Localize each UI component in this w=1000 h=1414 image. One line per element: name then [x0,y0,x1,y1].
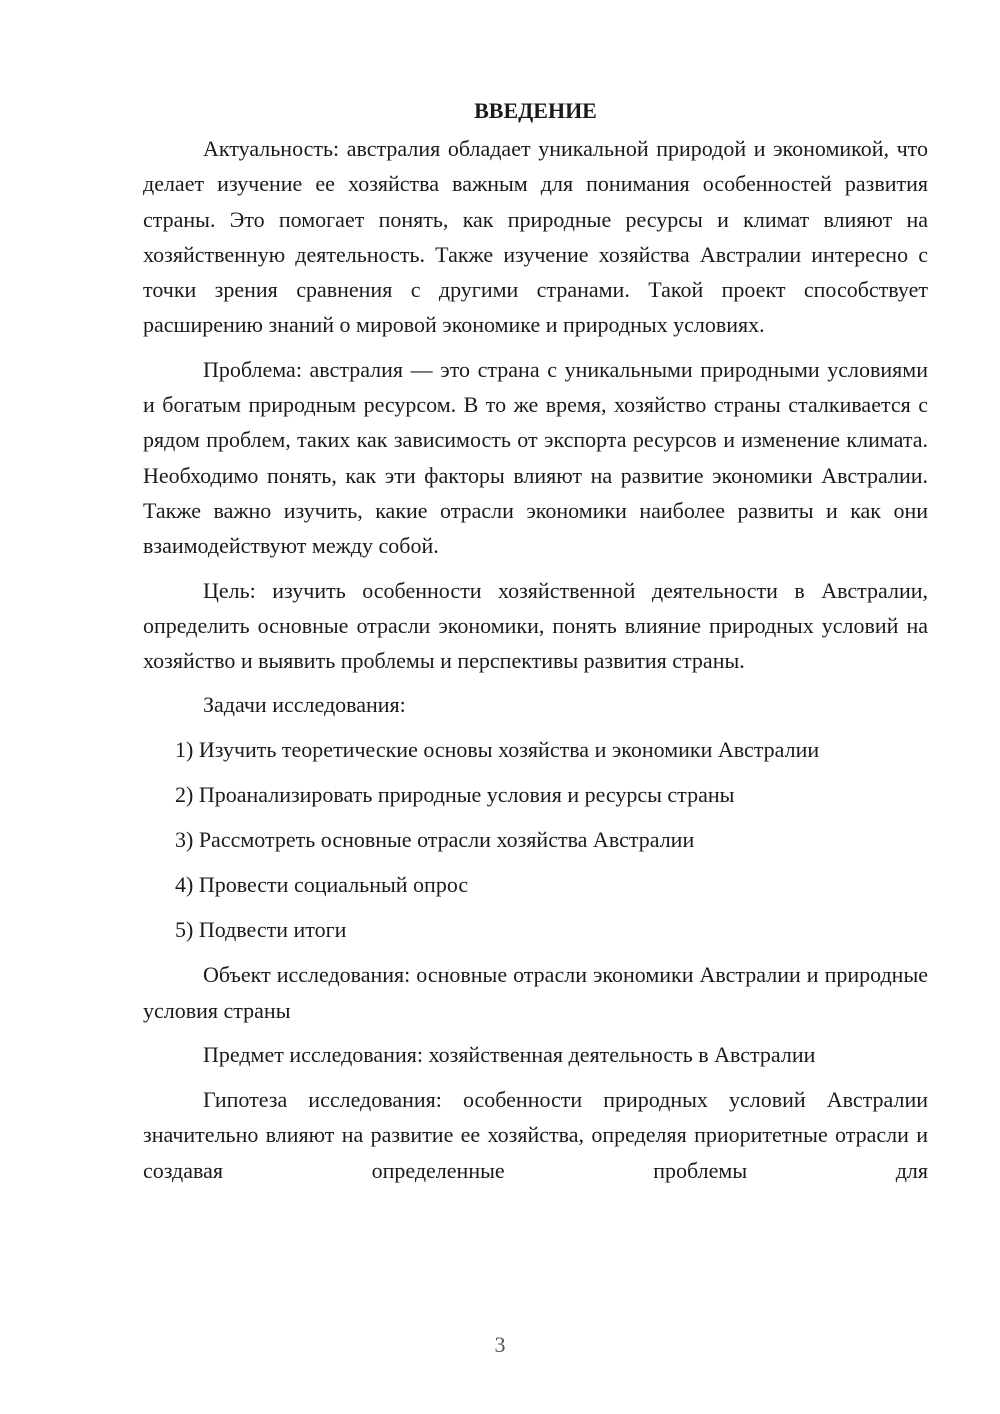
paragraph-goal: Цель: изучить особенности хозяйственной деятельности в Австралии, определить основные отрасли экономики, понять влияние природных условий на хозяйство и выявить проблемы и перспективы развития страны. [143,577,928,674]
list-item: 4) Провести социальный опрос [175,872,469,898]
list-item: 2) Проанализировать природные условия и ресурсы страны [175,782,735,808]
document-page [143,93,928,1197]
paragraph-object: Объект исследования: основные отрасли экономики Австралии и природные условия страны [143,962,928,1023]
paragraph-subject: Предмет исследования: хозяйственная деятельность в Австралии [203,1042,816,1068]
paragraph-problem: Проблема: австралия — это страна с уникальными природными условиями и богатым природным ресурсом. В то же время, хозяйство страны сталкивается с рядом проблем, таких как зависимость от экспорта ресурсов и изменение климата. Необходимо понять, как эти факторы влияют на развитие экономики Австралии. Также важно изучить, какие отрасли экономики наиболее развиты и как они взаимодействуют между собой. [143,356,928,559]
tasks-list [143,732,928,947]
paragraph-relevance: Актуальность: австралия обладает уникальной природой и экономикой, что делает изучение ее хозяйства важным для понимания особенностей развития страны. Это помогает понять, как природные ресурсы и климат влияют на хозяйственную деятельность. Также изучение хозяйства Австралии интересно с точки зрения сравнения с другими странами. Такой проект способствует расширению знаний о мировой экономике и природных условиях. [143,136,928,338]
tasks-heading: Задачи исследования: [203,692,406,718]
page-title: ВВЕДЕНИЕ [474,98,597,123]
paragraph-hypothesis: Гипотеза исследования: особенности природных условий Австралии значительно влияют на развитие ее хозяйства, определяя приоритетные отрасли и создавая определенные проблемы для [143,1087,928,1183]
list-item: 1) Изучить теоретические основы хозяйства и экономики Австралии [175,737,820,763]
page-number: 3 [494,1332,506,1357]
list-item: 3) Рассмотреть основные отрасли хозяйства Австралии [175,827,695,853]
list-item: 5) Подвести итоги [175,917,347,943]
